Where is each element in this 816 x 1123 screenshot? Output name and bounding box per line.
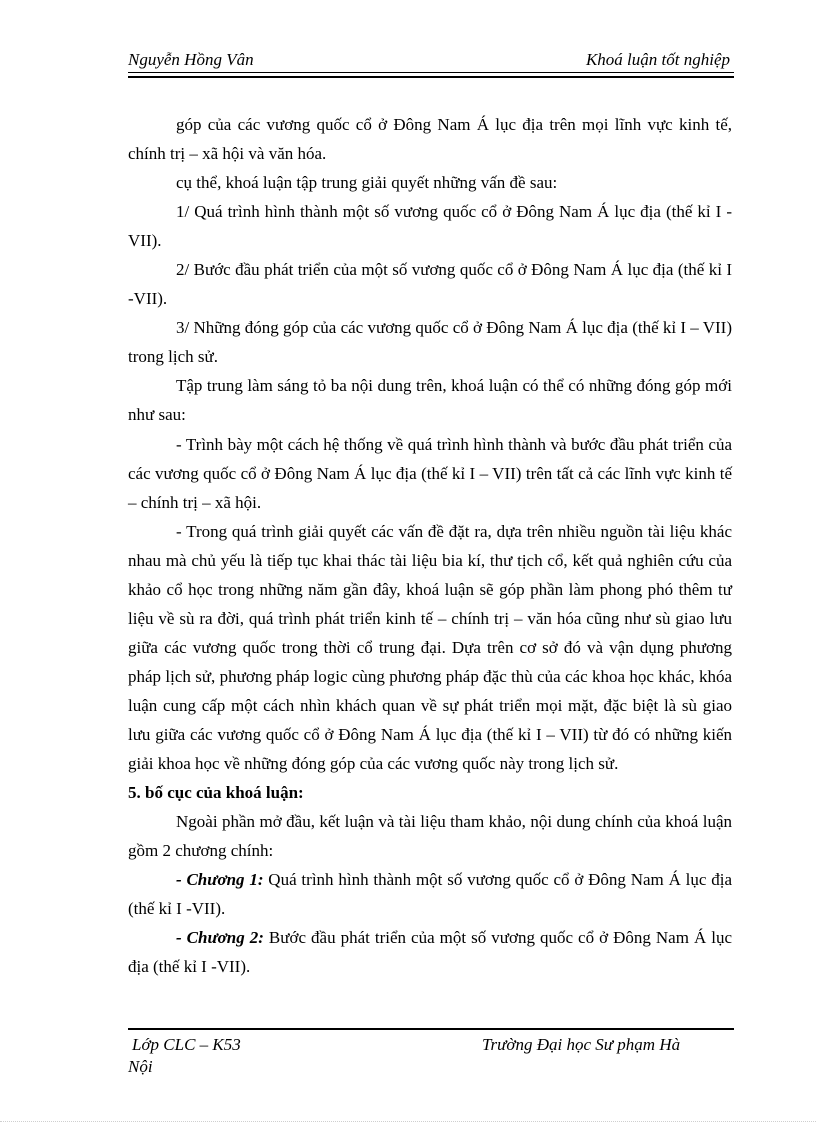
footer-class: Lớp CLC – K53 [132,1035,241,1054]
paragraph-3: Tập trung làm sáng tỏ ba nội dung trên, khoá luận có thể có những đóng góp mới như sau: [128,376,732,425]
footer-divider [128,1028,734,1030]
bullet-1: - Trình bày một cách hệ thống về quá trình hình thành và bước đầu phát triển của các vương quốc cổ ở Đông Nam Á lục địa (thế kỉ I – VII) trên tất cả các lĩnh vực kinh tế – chính trị – xã hội. [128,434,732,512]
chapter-2-text: Bước đầu phát triển của một số vương quốc cổ ở Đông Nam Á lục địa (thế kỉ I -VII). [128,928,733,977]
chapter-1-label: - Chương 1: [176,870,264,890]
bullet-2: - Trong quá trình giải quyết các vấn đề đặt ra, dựa trên nhiều nguồn tài liệu khác nhau mà chủ yếu là tiếp tục khai thác tài liệu bia kí, thư tịch cổ, kết quả nghiên cứu của khảo cổ học trong những năm gần đây, khoá luận sẽ góp phần làm phong phó thêm tư liệu về sù ra đời, quá trình phát triển kinh tế – chính trị – văn hóa cũng như sù giao lưu giữa các vương quốc trong thời cổ trung đại. Dựa trên cơ sở đó và vận dụng phương pháp lịch sử, phương pháp logic cùng phương pháp đặc thù của các khoa học khác, khóa luận cung cấp một cách nhìn khách quan về sự phát triển mọi mặt, đặc biệt là sù giao lưu giữa các vương quốc cổ ở Đông Nam Á lục địa (thế kỉ I – VII) từ đó có những kiến giải khoa học về những đóng góp của các vương quốc này trong lịch sử. [128,521,732,774]
chapter-2-label: - Chương 2: [176,928,264,948]
page-header [128,50,734,73]
header-author: Nguyễn Hồng Vân [128,50,254,69]
chapter-1-text: Quá trình hình thành một số vương quốc cổ ở Đông Nam Á lục địa (thế kỉ I -VII). [128,870,732,919]
paragraph-4: Ngoài phần mở đầu, kết luận và tài liệu tham khảo, nội dung chính của khoá luận gồm 2 chương chính: [128,812,732,861]
page-edge [0,1121,816,1122]
list-item-1: 1/ Quá trình hình thành một số vương quốc cổ ở Đông Nam Á lục địa (thế kỉ I -VII). [128,202,732,251]
footer-school: Trường Đại học Sư phạm Hà [482,1035,681,1054]
list-item-2: 2/ Bước đầu phát triển của một số vương quốc cổ ở Đông Nam Á lục địa (thế kỉ I -VII). [128,260,732,309]
header-doc-type: Khoá luận tốt nghiệp [585,50,730,69]
document-body [128,110,732,981]
header-divider [128,76,734,78]
chapter-2-item [128,923,732,981]
chapter-1-item [128,865,732,923]
list-item-3: 3/ Những đóng góp của các vương quốc cổ ở Đông Nam Á lục địa (thế kỉ I – VII) trong lịch sử. [128,318,732,367]
paragraph-2: cụ thể, khoá luận tập trung giải quyết những vấn đề sau: [176,173,558,193]
section-heading: 5. bố cục của khoá luận: [128,783,304,803]
paragraph-1: góp của các vương quốc cổ ở Đông Nam Á lục địa trên mọi lĩnh vực kinh tế, chính trị – xã hội và văn hóa. [128,115,732,164]
footer-school-wrap: Nội [128,1057,153,1076]
